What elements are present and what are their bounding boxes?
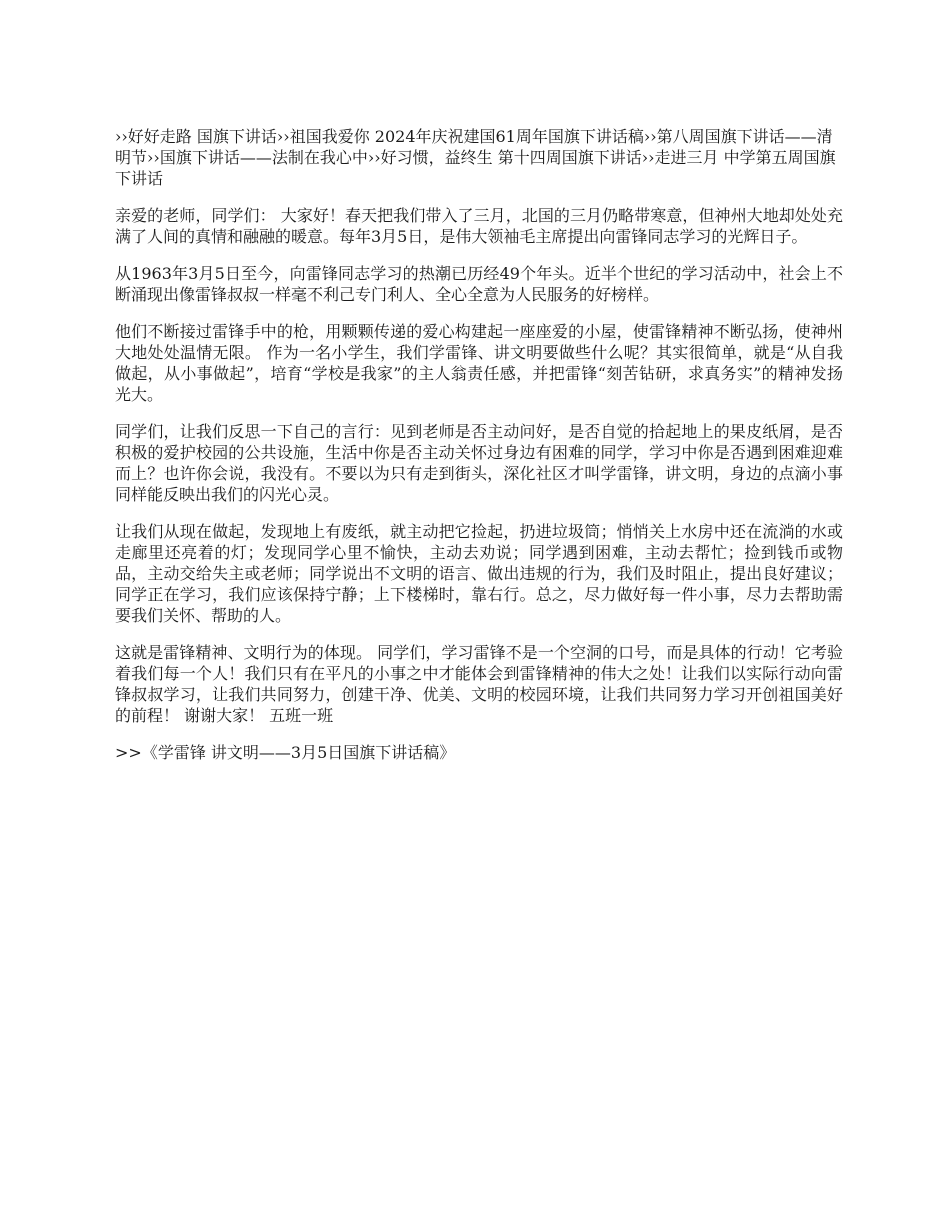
link-prefix: ›› [367, 148, 381, 167]
link-prefix: ›› [115, 127, 128, 146]
link-prefix: ›› [276, 127, 290, 146]
link-prefix: ›› [641, 148, 655, 167]
document-page [115, 126, 843, 763]
related-link[interactable]: 好习惯，益终生 第十四周国旗下讲话 [380, 148, 642, 167]
footer-link [115, 742, 843, 763]
paragraph-reflection: 同学们，让我们反思一下自己的言行：见到老师是否主动问好，是否自觉的拾起地上的果皮纸屑，是否积极的爱护校园的公共设施，生活中你是否主动关怀过身边有困难的同学，学习中你是否遇到困难迎难而上？也许你会说，我没有。不要以为只有走到街头，深化社区才叫学雷锋，讲文明，身边的点滴小事同样能反映出我们的闪光心灵。 [115, 422, 843, 504]
related-links [115, 126, 843, 189]
paragraph-closing: 这就是雷锋精神、文明行为的体现。 同学们，学习雷锋不是一个空洞的口号，而是具体的行动！它考验着我们每一个人！我们只有在平凡的小事之中才能体会到雷锋精神的伟大之处！让我们以实际行动向雷锋叔叔学习，让我们共同努力，创建干净、优美、文明的校园环境，让我们共同努力学习开创祖国美好的前程！ 谢谢大家！ 五班一班 [115, 643, 843, 725]
related-link[interactable]: 好好走路 国旗下讲话 [127, 127, 277, 146]
related-link[interactable]: 第八周国旗下讲话——清明节 [115, 127, 833, 167]
link-prefix: ›› [147, 148, 160, 167]
related-link[interactable]: 国旗下讲话——法制在我心中 [159, 148, 368, 167]
footer-title-link[interactable]: 《学雷锋 讲文明——3月5日国旗下讲话稿》 [141, 743, 456, 762]
related-link[interactable]: 走进三月 中学第五周国旗下讲话 [115, 148, 836, 188]
paragraph-history: 从1963年3月5日至今，向雷锋同志学习的热潮已历经49个年头。近半个世纪的学习活动中，社会上不断涌现出像雷锋叔叔一样毫不利己专门利人、全心全意为人民服务的好榜样。 [115, 264, 843, 304]
paragraph-greeting: 亲爱的老师，同学们： 大家好！春天把我们带入了三月，北国的三月仍略带寒意，但神州大地却处处充满了人间的真情和融融的暖意。每年3月5日，是伟大领袖毛主席提出向雷锋同志学习的光辉日子。 [115, 206, 843, 246]
link-prefix: ›› [643, 127, 657, 146]
related-link[interactable]: 祖国我爱你 2024年庆祝建国61周年国旗下讲话稿 [289, 127, 644, 146]
footer-prefix: >> [115, 743, 142, 762]
paragraph-actions: 让我们从现在做起，发现地上有废纸，就主动把它捡起，扔进垃圾筒；悄悄关上水房中还在流淌的水或走廊里还亮着的灯；发现同学心里不愉快，主动去劝说；同学遇到困难，主动去帮忙；捡到钱币或物品，主动交给失主或老师；同学说出不文明的语言、做出违规的行为，我们及时阻止，提出良好建议；同学正在学习，我们应该保持宁静；上下楼梯时，靠右行。总之，尽力做好每一件小事，尽力去帮助需要我们关怀、帮助的人。 [115, 522, 843, 625]
paragraph-spirit: 他们不断接过雷锋手中的枪，用颗颗传递的爱心构建起一座座爱的小屋，使雷锋精神不断弘扬，使神州大地处处温情无限。 作为一名小学生，我们学雷锋、讲文明要做些什么呢？其实很简单，就是“从自我做起，从小事做起”，培育“学校是我家”的主人翁责任感，并把雷锋“刻苦钻研，求真务实”的精神发扬光大。 [115, 322, 843, 404]
